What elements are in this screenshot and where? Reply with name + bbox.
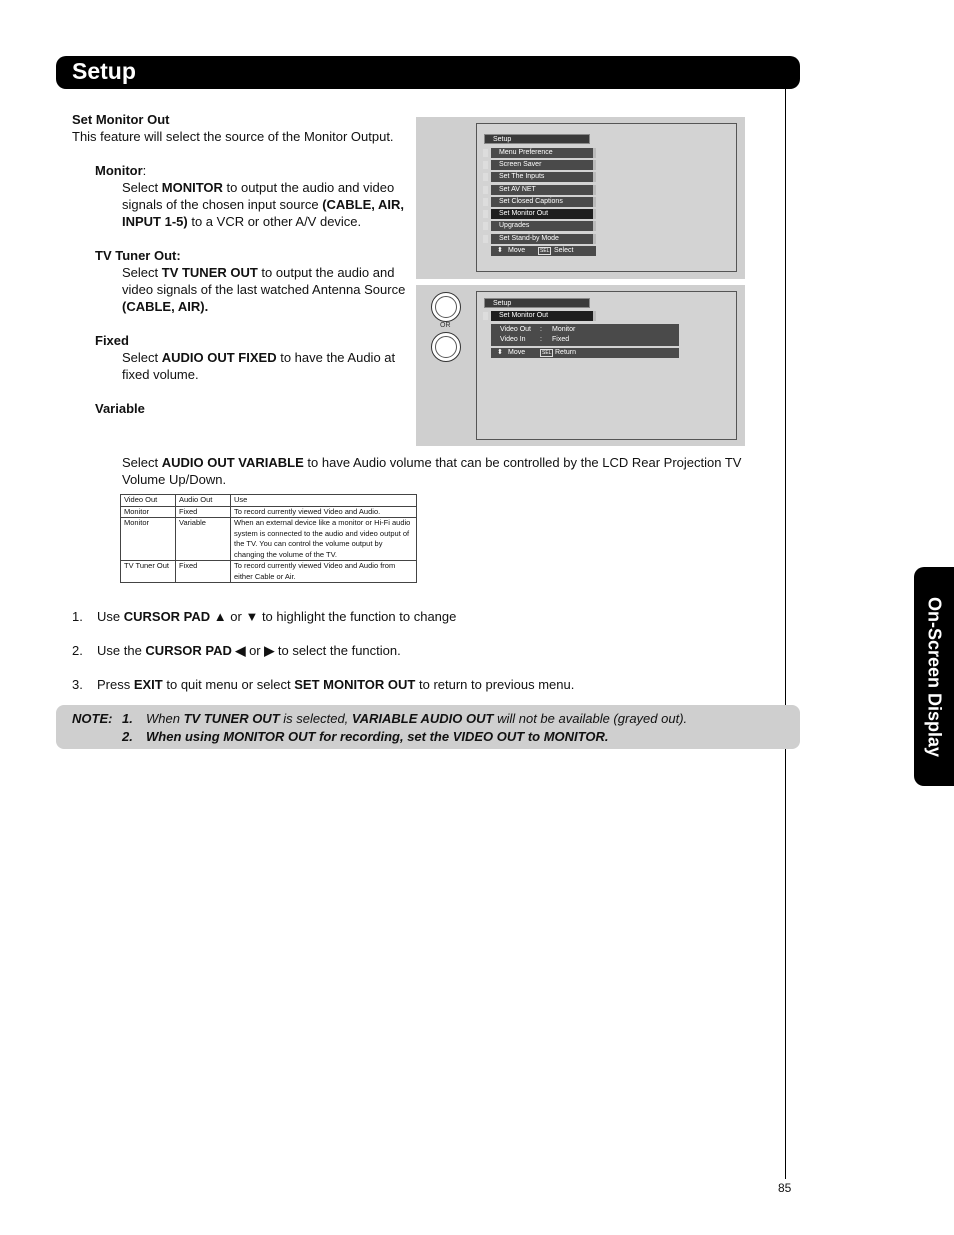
side-tab	[914, 567, 954, 786]
side-tab-label: On-Screen Display	[924, 596, 945, 757]
page-title: Setup	[72, 58, 136, 84]
table-row: Monitor Fixed To record currently viewed Video and Audio.	[121, 506, 417, 518]
table-row: Monitor Variable When an external device like a monitor or Hi-Fi audio system is connected to the audio and video output of the TV. You can control the volume output by changing the volume of the TV.	[121, 518, 417, 561]
intro-text: This feature will select the source of the Monitor Output.	[72, 129, 394, 144]
menu-screenshot-2	[416, 285, 745, 446]
body-text	[72, 111, 412, 417]
table-header-row: Video Out Audio Out Use	[121, 495, 417, 507]
menu-item-set-av-net[interactable]: Set AV NET	[491, 185, 596, 195]
tv-screen-1	[476, 123, 737, 272]
variable-desc: Select AUDIO OUT VARIABLE to have Audio volume that can be controlled by the LCD Rear Projection TV Volume Up/Down.	[122, 455, 742, 487]
fixed-heading: Fixed	[95, 333, 129, 348]
tv-tuner-desc: Select TV TUNER OUT to output the audio and video signals of the last watched Antenna Source (CABLE, AIR).	[122, 265, 406, 314]
sel-key-icon: SEL	[542, 350, 552, 356]
table-row: TV Tuner Out Fixed To record currently viewed Video and Audio from either Cable or Air.	[121, 561, 417, 583]
menu-item-marker-icon	[483, 198, 488, 206]
or-label: OR	[440, 322, 451, 329]
header-bar	[56, 56, 800, 89]
sel-key-icon: SEL	[540, 248, 550, 254]
menu-item-marker-icon	[483, 312, 488, 320]
variable-heading: Variable	[95, 401, 145, 416]
page-number: 85	[778, 1181, 792, 1195]
monitor-desc: Select MONITOR to output the audio and video signals of the chosen input source (CABLE, AIR, INPUT 1-5) to a VCR or other A/V device.	[122, 180, 405, 229]
menu-item-marker-icon	[483, 173, 488, 181]
setting-row-video-out[interactable]: Video Out	[500, 326, 532, 333]
cursor-pad-updown-icon	[431, 292, 461, 322]
note-line-1: When TV TUNER OUT is selected, VARIABLE AUDIO OUT will not be available (grayed out).	[146, 711, 688, 726]
menu-item-marker-icon	[483, 222, 488, 230]
monitor-out-settings: Video Out : Monitor Video In : Fixed	[491, 324, 679, 346]
audio-use-table	[120, 494, 417, 583]
menu-item-screen-saver[interactable]: Screen Saver	[491, 160, 596, 170]
osd-subtitle-set-monitor-out: Set Monitor Out	[491, 311, 596, 321]
menu-item-marker-icon	[483, 235, 488, 243]
section-heading: Set Monitor Out	[72, 112, 170, 127]
updown-arrow-icon: ⬍	[497, 247, 503, 254]
note-line-2: When using MONITOR OUT for recording, set the VIDEO OUT to MONITOR.	[146, 729, 609, 744]
menu-item-set-closed-captions[interactable]: Set Closed Captions	[491, 197, 596, 207]
note-box: NOTE: 1. When TV TUNER OUT is selected, VARIABLE AUDIO OUT will not be available (grayed out). 2. When using MONITOR OUT for recording, set the VIDEO OUT to MONITOR.	[56, 705, 800, 749]
tv-screen-2	[476, 291, 737, 440]
tv-tuner-heading: TV Tuner Out:	[95, 248, 181, 263]
step-item: 1. Use CURSOR PAD ▲ or ▼ to highlight the function to change	[72, 609, 457, 624]
step-item: 3. Press EXIT to quit menu or select SET MONITOR OUT to return to previous menu.	[72, 677, 575, 692]
menu-screenshot-1	[416, 117, 745, 279]
menu-item-set-the-inputs[interactable]: Set The Inputs	[491, 172, 596, 182]
osd-title: Setup	[484, 298, 590, 308]
osd-footer: ⬍ Move SEL Return	[491, 348, 679, 358]
monitor-heading: Monitor:	[95, 163, 147, 178]
video-out-value: Monitor	[552, 326, 576, 333]
menu-item-marker-icon	[483, 210, 488, 218]
note-label: NOTE:	[72, 711, 113, 726]
setting-row-video-in[interactable]: Video In	[500, 336, 526, 343]
divider-line	[785, 89, 786, 1179]
osd-title: Setup	[484, 134, 590, 144]
cursor-pad-right-icon	[431, 332, 461, 362]
menu-item-menu-preference[interactable]: Menu Preference	[491, 148, 596, 158]
menu-item-upgrades[interactable]: Upgrades	[491, 221, 596, 231]
menu-item-marker-icon	[483, 186, 488, 194]
menu-item-set-standby-mode[interactable]: Set Stand-by Mode	[491, 234, 596, 244]
menu-item-set-monitor-out[interactable]: Set Monitor Out	[491, 209, 596, 219]
menu-item-marker-icon	[483, 161, 488, 169]
fixed-desc: Select AUDIO OUT FIXED to have the Audio at fixed volume.	[122, 350, 396, 382]
osd-footer: ⬍ Move SEL Select	[491, 246, 596, 256]
video-in-value: Fixed	[552, 336, 570, 343]
step-item: 2. Use the CURSOR PAD ◀ or ▶ to select the function.	[72, 643, 401, 658]
updown-arrow-icon: ⬍	[497, 349, 503, 356]
menu-item-marker-icon	[483, 149, 488, 157]
